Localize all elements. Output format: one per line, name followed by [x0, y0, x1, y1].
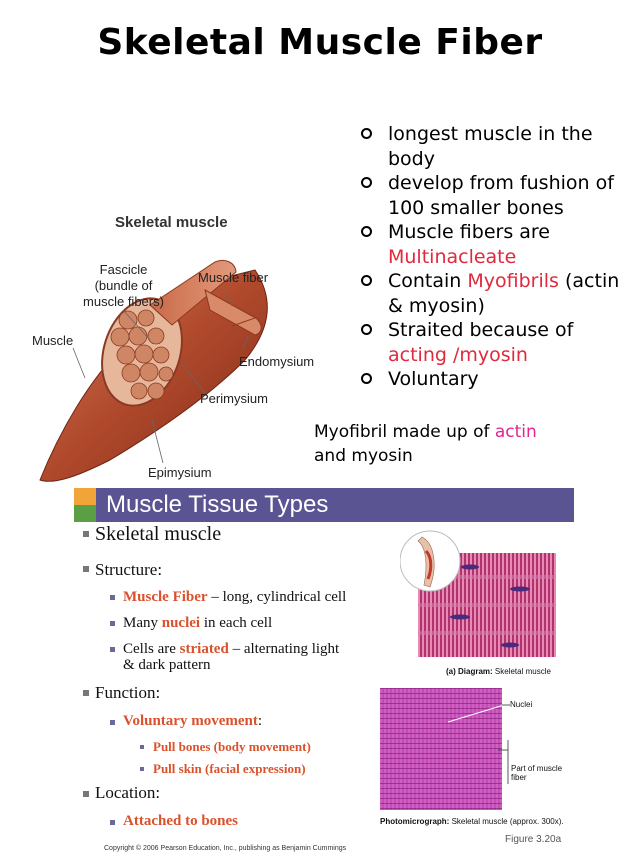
note-multinucleate: Muscle fibers are Multinacleate: [360, 220, 635, 269]
fiber-item: Muscle Fiber – long, cylindrical cell: [123, 589, 347, 605]
square-bullet-icon: [140, 767, 144, 771]
structure-heading: Structure:: [95, 560, 163, 579]
square-bullet-icon: [83, 791, 89, 797]
diagram-caption: (a) Diagram: Skeletal muscle: [446, 667, 551, 676]
photomicrograph-caption: Photomicrograph: Skeletal muscle (approx. 300x).: [380, 817, 564, 826]
striated-fiber-illustration: [400, 525, 560, 665]
nuclei-caption: Nuclei: [510, 700, 533, 709]
endomysium-label: Endomysium: [239, 354, 315, 369]
square-bullet-icon: [110, 820, 115, 825]
note-voluntary: Voluntary: [360, 367, 635, 392]
square-bullet-icon: [83, 531, 89, 537]
accent-orange-block: [74, 488, 96, 505]
note-myofibrils: Contain Myofibrils (actin & myosin): [360, 269, 635, 318]
pull-bones-item: Pull bones (body movement): [153, 739, 311, 754]
square-bullet-icon: [83, 690, 89, 696]
square-bullet-icon: [110, 621, 115, 626]
function-heading: Function:: [95, 683, 161, 702]
slide-title: Muscle Tissue Types: [106, 491, 329, 518]
square-bullet-icon: [83, 566, 89, 572]
muscle-fiber-label: Muscle fiber: [198, 270, 269, 285]
square-bullet-icon: [140, 745, 144, 749]
slide-title-bar: [74, 488, 574, 522]
skeletal-heading: Skeletal muscle: [95, 523, 222, 545]
note-longest: longest muscle in the body: [360, 122, 635, 171]
copyright-text: Copyright © 2006 Pearson Education, Inc., publishing as Benjamin Cummings: [104, 845, 347, 852]
nuclei-item: Many nuclei in each cell: [123, 615, 273, 631]
perimysium-label: Perimysium: [200, 391, 268, 406]
photo-leader-lines: [440, 700, 520, 790]
pull-skin-item: Pull skin (facial expression): [153, 761, 306, 776]
page-title: Skeletal Muscle Fiber: [97, 22, 543, 63]
muscle-label: Muscle: [32, 333, 74, 348]
attached-item: Attached to bones: [123, 813, 238, 829]
diagram-title: Skeletal muscle: [115, 214, 228, 231]
part-of-fiber-caption: Part of muscle fiber: [511, 764, 563, 782]
fascicle-label: Fascicle (bundle of muscle fibers): [83, 262, 164, 309]
striated-item: Cells are striated – alternating light & dark pattern: [123, 641, 340, 673]
square-bullet-icon: [110, 720, 115, 725]
location-heading: Location:: [95, 783, 161, 802]
note-develop: develop from fushion of 100 smaller bones: [360, 171, 635, 220]
myofibril-note: Myofibril made up of actin and myosin: [314, 422, 537, 466]
square-bullet-icon: [110, 595, 115, 600]
figure-label: Figure 3.20a: [505, 834, 562, 845]
square-bullet-icon: [110, 647, 115, 652]
voluntary-item: Voluntary movement:: [123, 713, 263, 729]
epimysium-label: Epimysium: [148, 465, 212, 480]
note-striated: Straited because of acting /myosin: [360, 318, 635, 367]
accent-green-block: [74, 505, 96, 522]
